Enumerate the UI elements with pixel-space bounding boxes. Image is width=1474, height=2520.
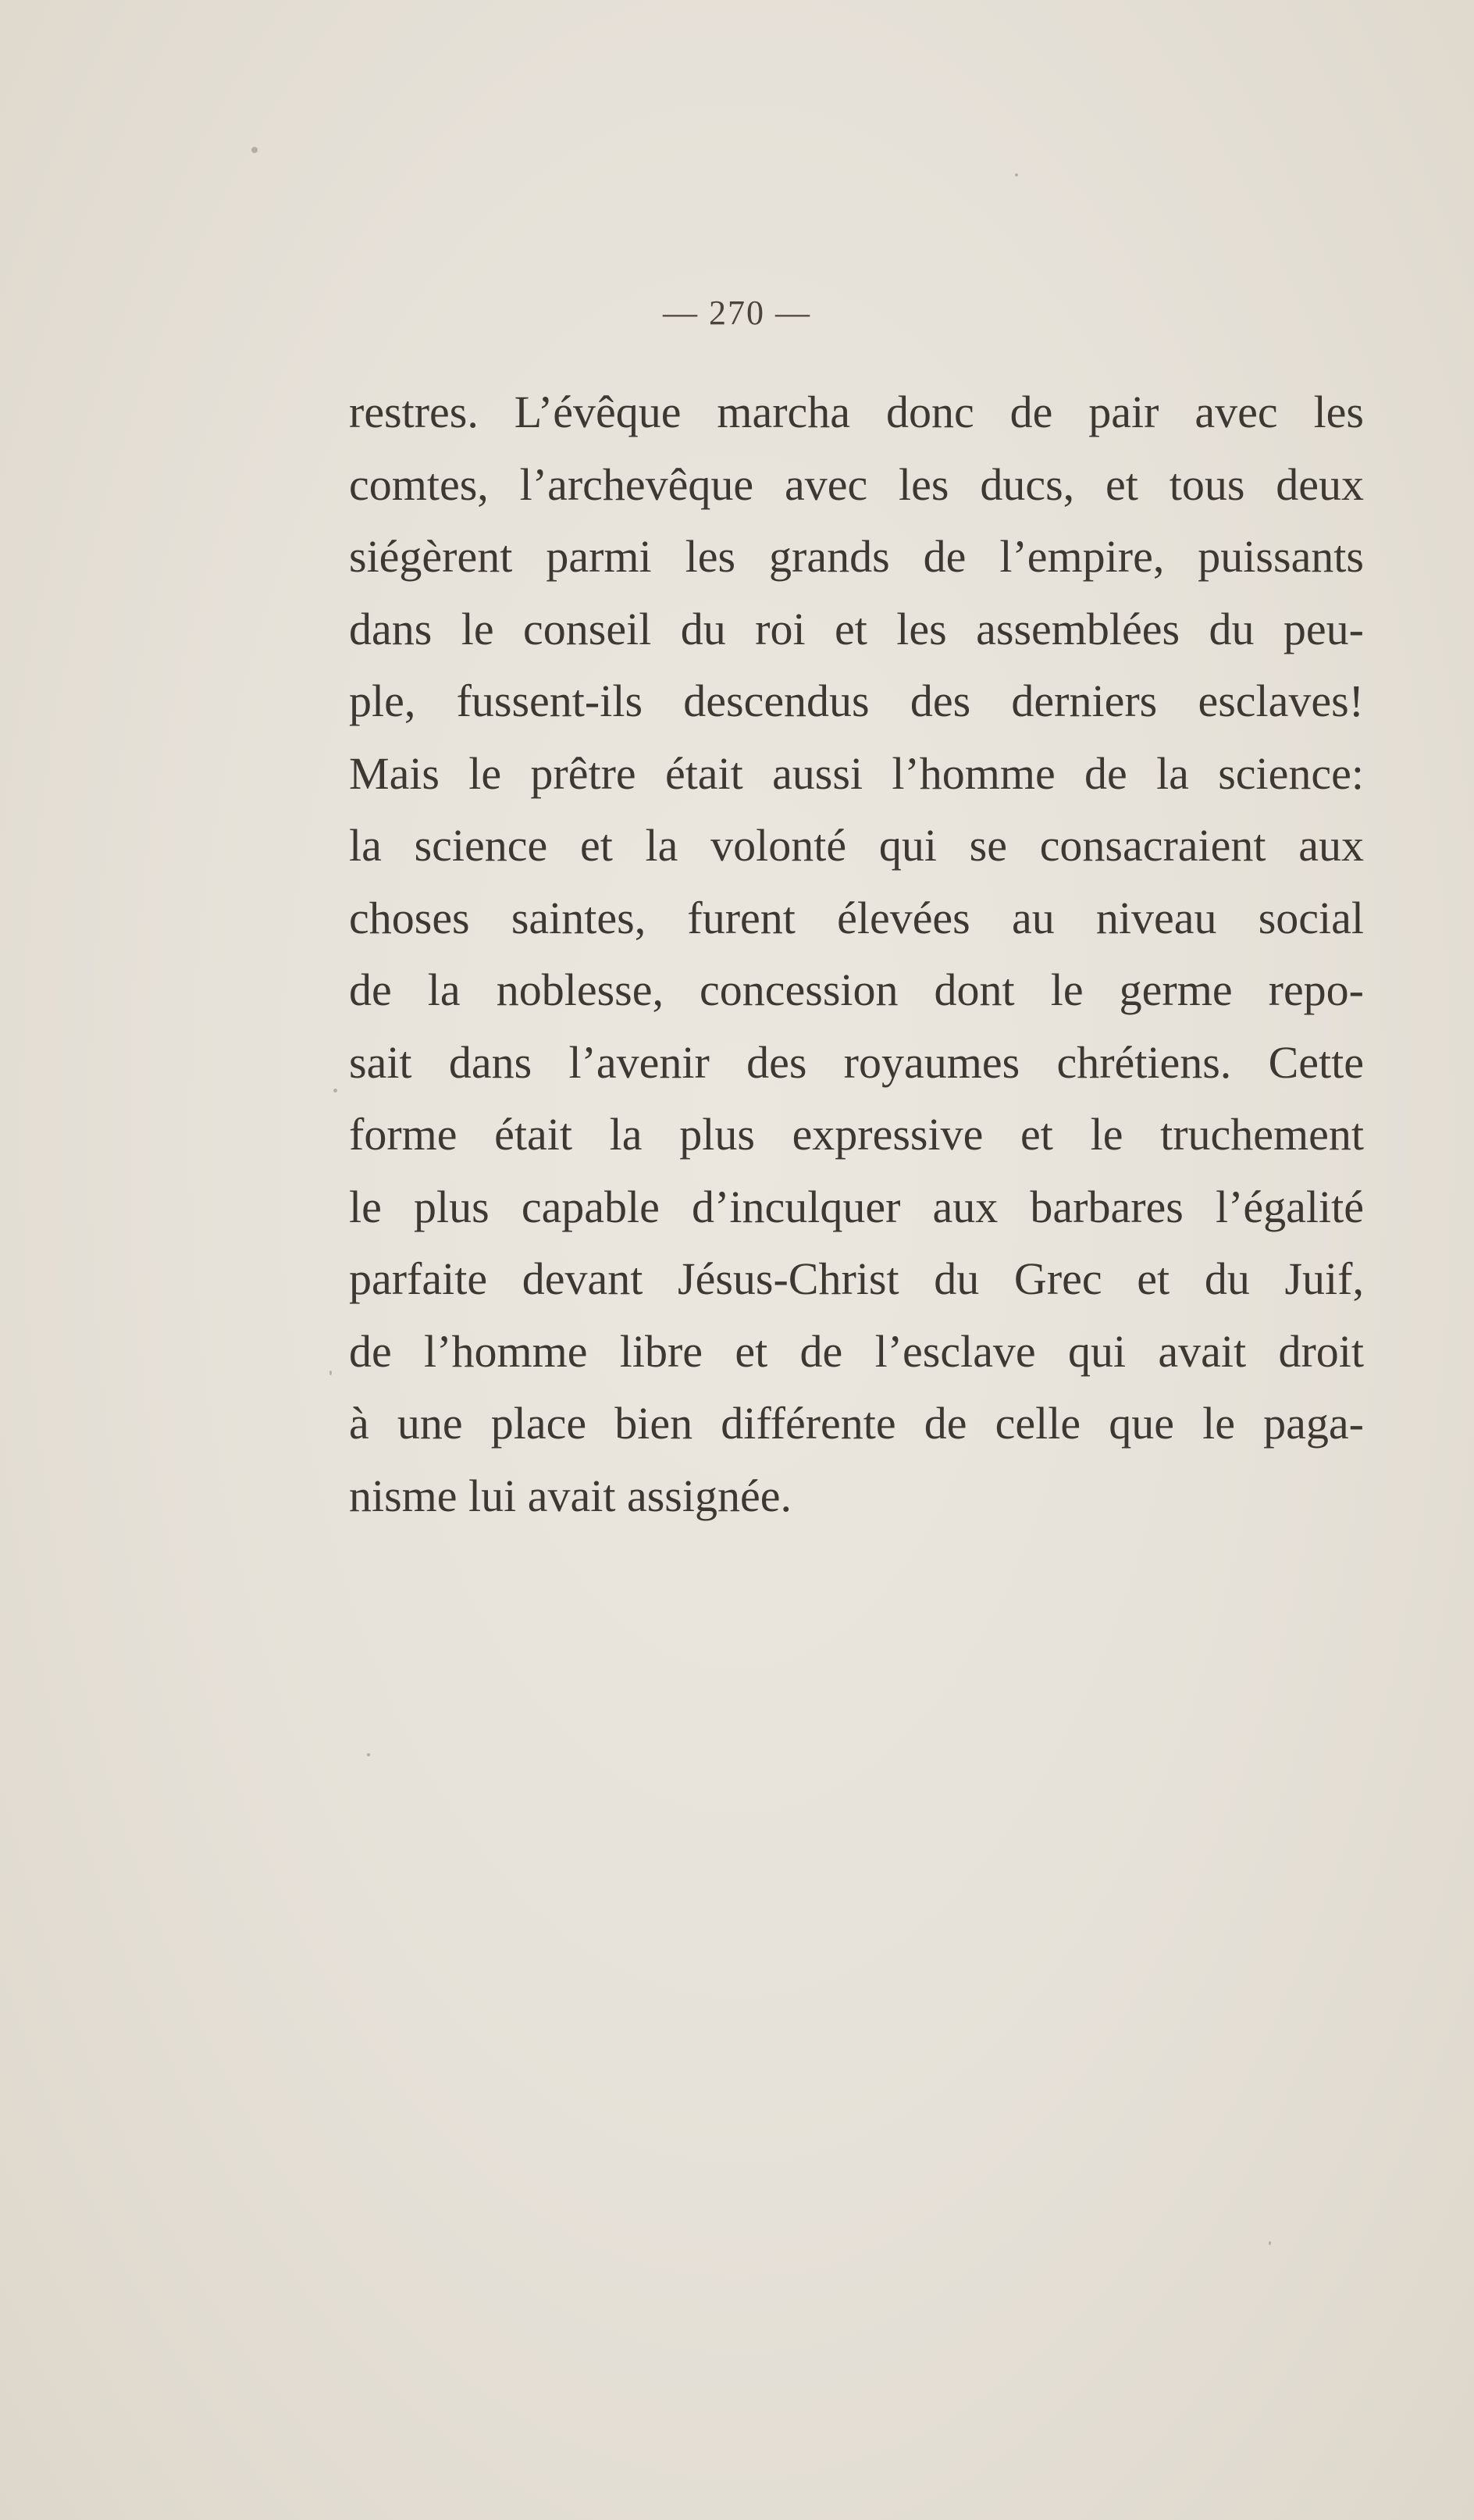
paper-speck (367, 1753, 370, 1756)
paper-speck (1269, 2241, 1271, 2245)
text-line: restres. L’évêque marcha donc de pair avec les (349, 387, 1364, 437)
text-line: Mais le prêtre était aussi l’homme de la science: (349, 747, 1364, 799)
text-line: nisme lui avait assignée. (349, 1470, 792, 1521)
text-line: la science et la volonté qui se consacraient aux (349, 820, 1364, 871)
text-line: à une place bien différente de celle que le paga- (349, 1398, 1364, 1449)
text-line: parfaite devant Jésus-Christ du Grec et du Juif, (349, 1253, 1364, 1304)
paper-speck (333, 1089, 337, 1092)
text-line: comtes, l’archevêque avec les ducs, et tous deux (349, 458, 1364, 510)
text-line: dans le conseil du roi et les assemblées du peu- (349, 603, 1364, 654)
paper-speck (329, 1370, 332, 1375)
text-line: forme était la plus expressive et le truchement (349, 1109, 1364, 1160)
body-text (349, 376, 1364, 1532)
text-line: de la noblesse, concession dont le germe repo- (349, 964, 1364, 1015)
page-number-header: — 270 — (663, 294, 811, 332)
text-line: ple, fussent-ils descendus des derniers esclaves! (349, 675, 1364, 726)
text-line: siégèrent parmi les grands de l’empire, puissants (349, 531, 1364, 582)
paper-speck (1015, 173, 1018, 176)
text-line: le plus capable d’inculquer aux barbares l’égalité (349, 1181, 1364, 1232)
text-line: choses saintes, furent élevées au niveau social (349, 892, 1364, 943)
text-line: de l’homme libre et de l’esclave qui avait droit (349, 1325, 1364, 1377)
paper-speck (251, 147, 258, 153)
text-line: sait dans l’avenir des royaumes chrétiens. Cette (349, 1036, 1364, 1088)
